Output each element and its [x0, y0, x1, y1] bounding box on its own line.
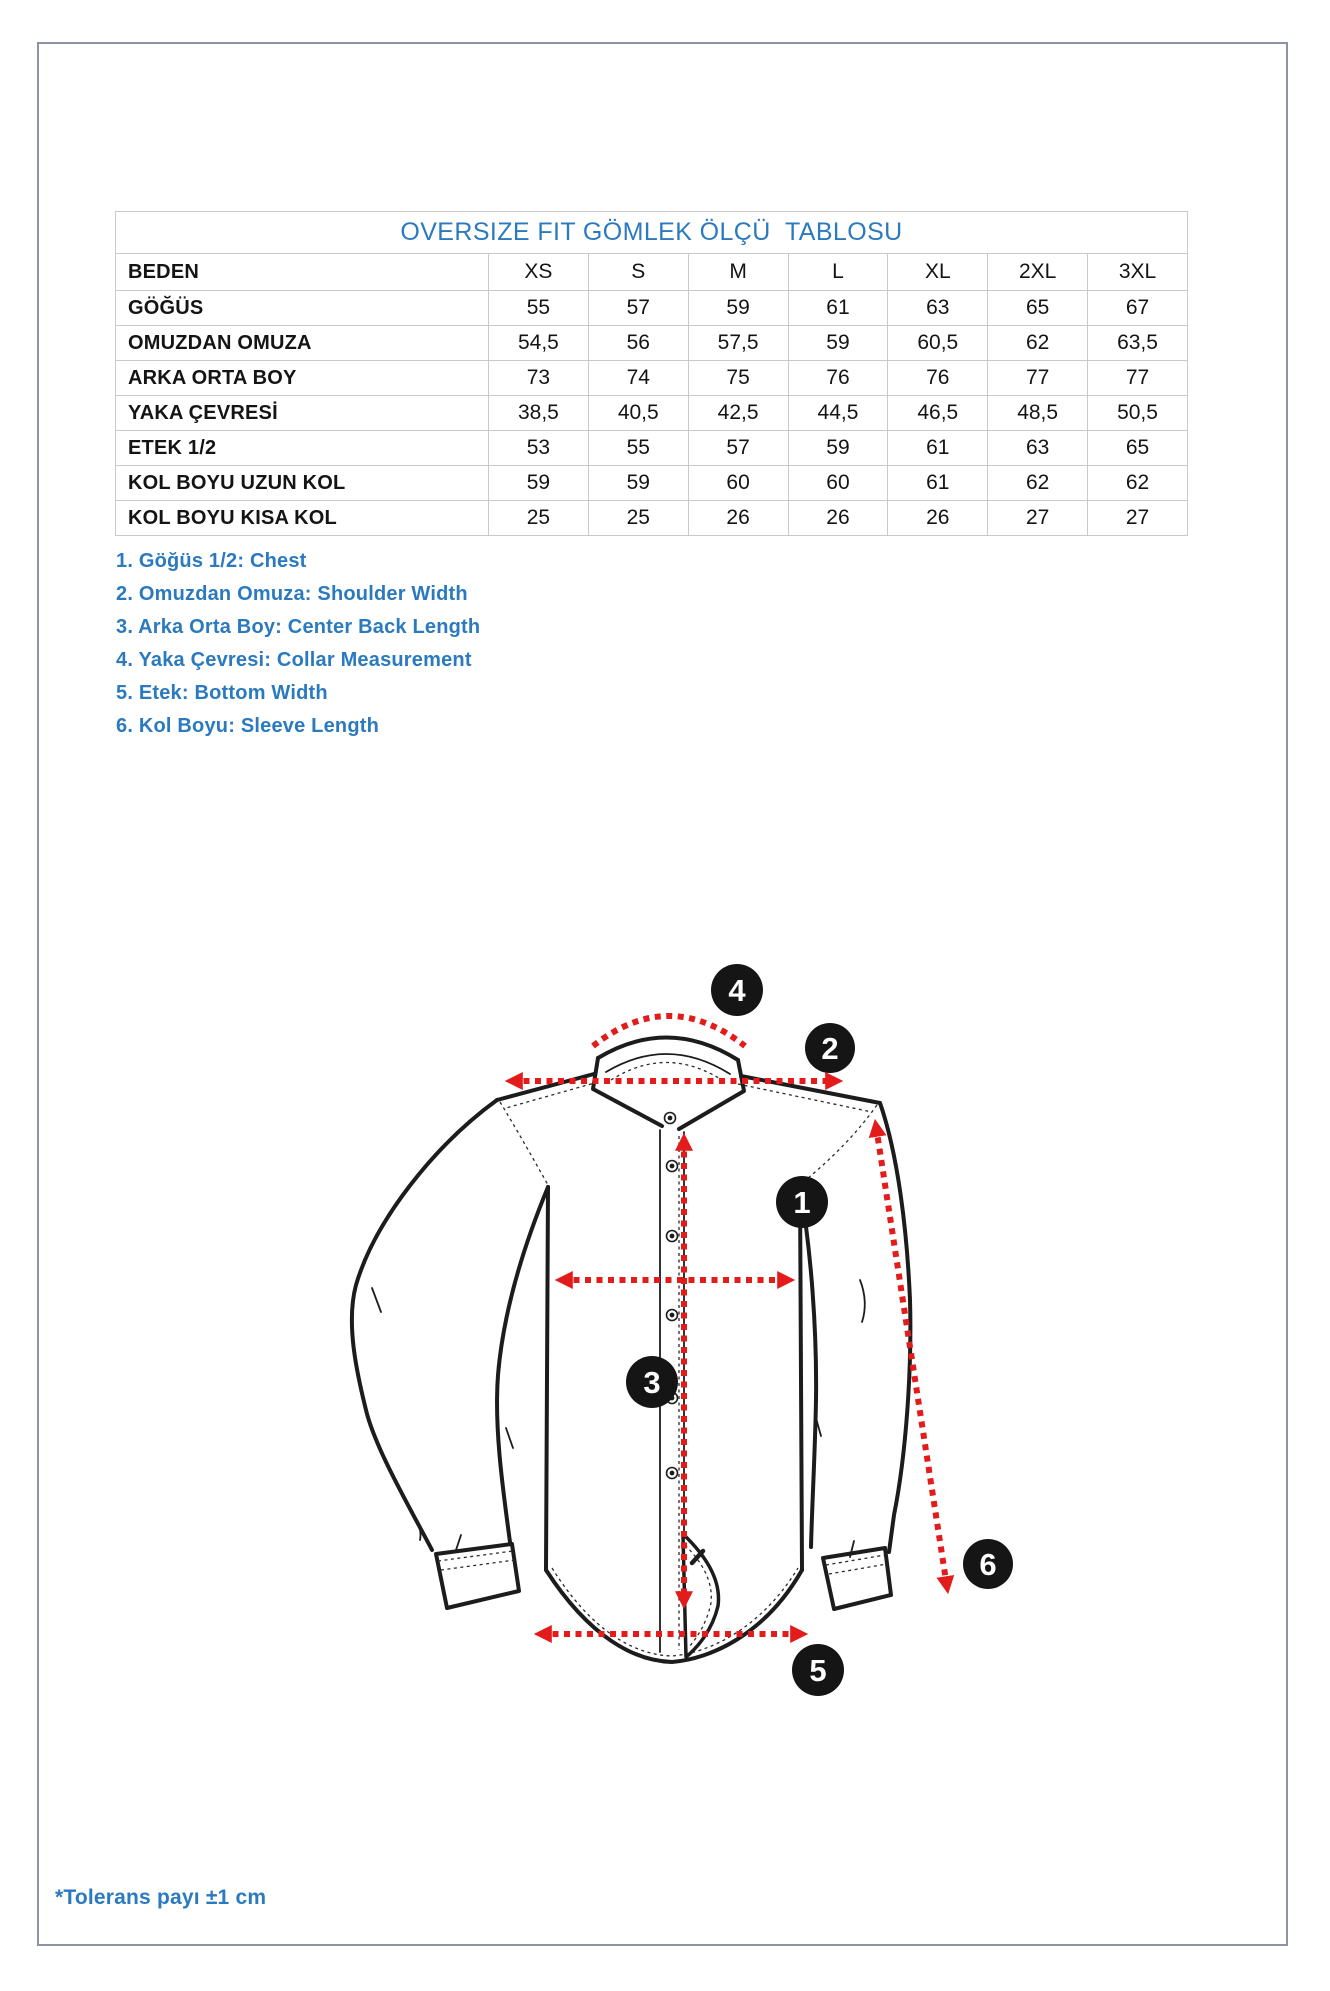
measure-value: 55: [588, 431, 688, 466]
measure-label: KOL BOYU KISA KOL: [116, 501, 489, 536]
marker-badge-4: [711, 964, 763, 1016]
measure-label: YAKA ÇEVRESİ: [116, 396, 489, 431]
table-row: [116, 396, 1188, 431]
measure-value: 75: [688, 361, 788, 396]
measure-value: 59: [788, 431, 888, 466]
measure-value: 38,5: [489, 396, 589, 431]
measure-value: 63,5: [1088, 326, 1188, 361]
measure-value: 42,5: [688, 396, 788, 431]
marker-1-label: 1: [793, 1185, 811, 1220]
sleeve-length-arrow: [876, 1126, 947, 1587]
measure-value: 26: [888, 501, 988, 536]
size-col-header: S: [588, 254, 688, 291]
shirt-buttons-icon: [665, 1113, 678, 1479]
collar-measure-arc: [593, 1016, 745, 1046]
table-title: OVERSIZE FIT GÖMLEK ÖLÇÜ TABLOSU: [116, 212, 1188, 254]
legend-item: 4. Yaka Çevresi: Collar Measurement: [116, 649, 472, 671]
measure-value: 44,5: [788, 396, 888, 431]
table-row: [116, 501, 1188, 536]
measure-value: 26: [688, 501, 788, 536]
measure-value: 57,5: [688, 326, 788, 361]
measure-value: 62: [988, 466, 1088, 501]
measure-value: 25: [489, 501, 589, 536]
table-row: [116, 431, 1188, 466]
measure-label: OMUZDAN OMUZA: [116, 326, 489, 361]
measure-value: 63: [888, 291, 988, 326]
table-row: [116, 291, 1188, 326]
size-chart-table: [115, 211, 1188, 536]
marker-4-label: 4: [728, 973, 746, 1008]
measure-label: ETEK 1/2: [116, 431, 489, 466]
measure-value: 56: [588, 326, 688, 361]
measure-label: ARKA ORTA BOY: [116, 361, 489, 396]
measure-value: 61: [888, 466, 988, 501]
size-col-header: XL: [888, 254, 988, 291]
marker-5-label: 5: [809, 1653, 827, 1688]
tolerance-note: *Tolerans payı ±1 cm: [55, 1886, 267, 1909]
marker-2-label: 2: [821, 1031, 839, 1066]
legend-item: 2. Omuzdan Omuza: Shoulder Width: [116, 583, 468, 605]
legend: [116, 551, 480, 749]
measure-value: 73: [489, 361, 589, 396]
measure-value: 54,5: [489, 326, 589, 361]
measure-value: 59: [688, 291, 788, 326]
measure-value: 57: [588, 291, 688, 326]
size-col-header: 3XL: [1088, 254, 1188, 291]
measure-value: 62: [988, 326, 1088, 361]
measure-value: 76: [888, 361, 988, 396]
measure-value: 27: [988, 501, 1088, 536]
measure-value: 65: [1088, 431, 1188, 466]
measure-value: 60: [788, 466, 888, 501]
table-row: [116, 361, 1188, 396]
marker-badge-1: [776, 1176, 828, 1228]
measure-value: 55: [489, 291, 589, 326]
measure-value: 61: [788, 291, 888, 326]
measure-value: 48,5: [988, 396, 1088, 431]
measure-value: 67: [1088, 291, 1188, 326]
marker-badge-6: [963, 1539, 1013, 1589]
measure-value: 50,5: [1088, 396, 1188, 431]
measure-value: 46,5: [888, 396, 988, 431]
shirt-diagram: [260, 950, 1100, 1720]
measure-value: 76: [788, 361, 888, 396]
legend-item: 1. Göğüs 1/2: Chest: [116, 550, 307, 572]
size-table: [115, 211, 1188, 536]
measure-value: 59: [489, 466, 589, 501]
shirt-drawing-icon: [352, 1037, 911, 1662]
measure-value: 60,5: [888, 326, 988, 361]
measure-value: 62: [1088, 466, 1188, 501]
measure-label: GÖĞÜS: [116, 291, 489, 326]
legend-item: 6. Kol Boyu: Sleeve Length: [116, 715, 380, 737]
marker-badge-5: [792, 1644, 844, 1696]
marker-6-label: 6: [979, 1547, 997, 1582]
measure-value: 65: [988, 291, 1088, 326]
measure-value: 59: [588, 466, 688, 501]
measure-label: KOL BOYU UZUN KOL: [116, 466, 489, 501]
size-col-header: XS: [489, 254, 589, 291]
size-col-header: 2XL: [988, 254, 1088, 291]
marker-badge-3: [626, 1356, 678, 1408]
table-row: [116, 326, 1188, 361]
table-row: [116, 466, 1188, 501]
measure-value: 26: [788, 501, 888, 536]
measure-value: 74: [588, 361, 688, 396]
legend-item: 5. Etek: Bottom Width: [116, 682, 328, 704]
table-title-row: [116, 212, 1188, 254]
measure-value: 77: [988, 361, 1088, 396]
measure-value: 61: [888, 431, 988, 466]
legend-item: 3. Arka Orta Boy: Center Back Length: [116, 616, 481, 638]
size-col-header: L: [788, 254, 888, 291]
measure-value: 63: [988, 431, 1088, 466]
measure-value: 40,5: [588, 396, 688, 431]
measure-value: 60: [688, 466, 788, 501]
size-header-row: [116, 254, 1188, 291]
measure-value: 77: [1088, 361, 1188, 396]
measure-value: 27: [1088, 501, 1188, 536]
marker-badge-2: [805, 1023, 855, 1073]
measure-value: 53: [489, 431, 589, 466]
measure-value: 57: [688, 431, 788, 466]
size-col-header: M: [688, 254, 788, 291]
beden-header: BEDEN: [116, 254, 489, 291]
marker-3-label: 3: [643, 1365, 661, 1400]
size-table-body: [116, 291, 1188, 536]
measure-value: 25: [588, 501, 688, 536]
measure-value: 59: [788, 326, 888, 361]
